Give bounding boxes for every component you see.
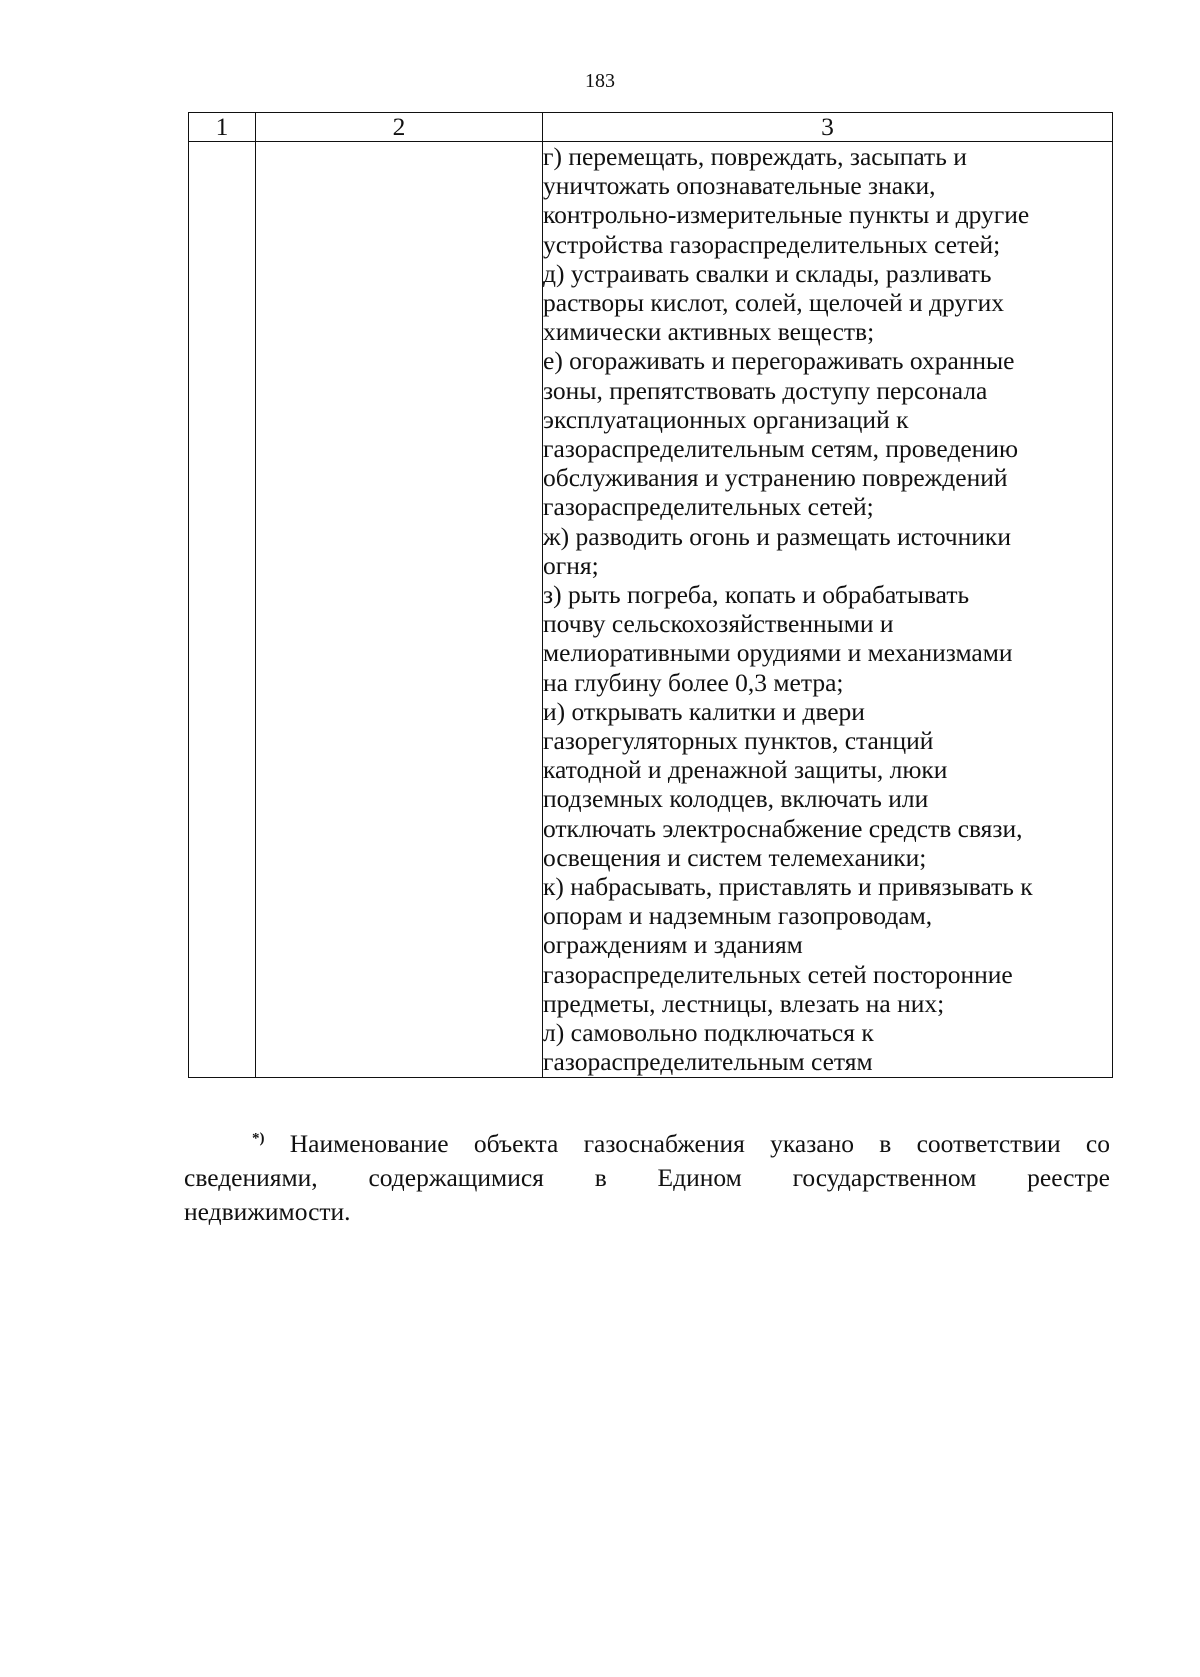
text-line: ж) разводить огонь и размещать источники [543, 521, 1011, 551]
text-line: газораспределительных сетей; [543, 492, 874, 522]
text-line: эксплуатационных организаций к [543, 404, 909, 434]
table-cell-col1 [189, 142, 256, 1078]
text-line: газораспределительным сетям, проведению [543, 434, 1019, 464]
text-line: газораспределительным сетям [543, 1047, 873, 1077]
table-cell-col3 [543, 142, 1113, 1078]
text-line: и) открывать калитки и двери [543, 696, 865, 726]
text-line: отключать электроснабжение средств связи, [543, 813, 1023, 843]
text-line: освещения и систем телемеханики; [543, 842, 927, 872]
footnote-marker: *) [252, 1130, 265, 1147]
text-line: уничтожать опознавательные знаки, [543, 171, 936, 201]
table-row [189, 142, 1113, 1078]
text-line: г) перемещать, повреждать, засыпать и [543, 142, 967, 171]
text-line: мелиоративными орудиями и механизмами [543, 638, 1013, 668]
table-cell-col2 [256, 142, 543, 1078]
column-header-3: 3 [543, 113, 1113, 142]
text-line: к) набрасывать, приставлять и привязывать к [543, 872, 1033, 902]
text-line: л) самовольно подключаться к [543, 1018, 874, 1048]
table-header-row [189, 113, 1113, 142]
text-line: огня; [543, 550, 599, 580]
text-line: контрольно-измерительные пункты и другие [543, 200, 1030, 230]
text-line: з) рыть погреба, копать и обрабатывать [543, 580, 970, 610]
footnote-text: Наименование объекта газоснабжения указано в соответствии со [289, 1129, 1110, 1158]
text-line: предметы, лестницы, влезать на них; [543, 988, 945, 1018]
text-line: зоны, препятствовать доступу персонала [543, 375, 988, 405]
column-header-2: 2 [256, 113, 543, 142]
page-number: 183 [585, 70, 615, 92]
text-line: е) огораживать и перегораживать охранные [543, 346, 1015, 376]
footnote-line-1 [184, 1127, 1110, 1161]
text-line: на глубину более 0,3 метра; [543, 667, 844, 697]
column-header-1: 1 [189, 113, 256, 142]
footnote [184, 1127, 1110, 1229]
text-line: растворы кислот, солей, щелочей и других [543, 288, 1004, 318]
text-line: подземных колодцев, включать или [543, 784, 929, 814]
text-line: катодной и дренажной защиты, люки [543, 755, 948, 785]
text-line: газорегуляторных пунктов, станций [543, 726, 934, 756]
text-line: почву сельскохозяйственными и [543, 609, 894, 639]
text-line: д) устраивать свалки и склады, разливать [543, 258, 992, 288]
text-line: опорам и надземным газопроводам, [543, 901, 933, 931]
text-line: ограждениям и зданиям [543, 930, 803, 960]
text-line: устройства газораспределительных сетей; [543, 229, 1001, 259]
text-line: газораспределительных сетей посторонние [543, 959, 1013, 989]
text-line: обслуживания и устранению повреждений [543, 463, 1008, 493]
footnote-line-3: недвижимости. [184, 1197, 351, 1226]
footnote-line-2: сведениями, содержащимися в Едином государственном реестре [184, 1163, 1110, 1192]
restrictions-table [188, 112, 1113, 1078]
text-line: химически активных веществ; [543, 317, 875, 347]
